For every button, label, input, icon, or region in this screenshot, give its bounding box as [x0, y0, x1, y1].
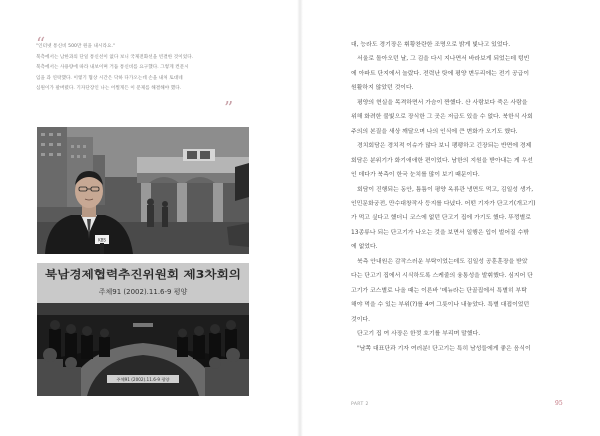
meeting-photo-image — [37, 263, 249, 396]
body-line: "남쪽 대표단과 기자 여러분! 단고기는 특히 남성들에게 좋은 음식이 — [357, 345, 531, 352]
kbs-mic-flag: KBS — [98, 237, 106, 243]
body-line: 서울로 돌아오던 날, 그 김을 다시 지나면서 바라보게 되었는데 텅빈 — [357, 56, 530, 63]
body-line: 13종류나 되는 단고기가 나오는 것을 보면서 일행은 입이 벌어질 수밖 — [351, 229, 529, 236]
body-line: 회담이 진행되는 동안, 틈틈이 평양 옥류관 냉면도 먹고, 김일성 생가, — [357, 186, 534, 193]
body-line: 인 데다가 북측이 한국 눈치를 많이 보기 때문이다. — [351, 172, 480, 179]
body-line: 평양의 현실을 목격하면서 가슴이 짠했다. 산 사람보다 죽은 사람을 — [357, 99, 528, 106]
body-line: 주의의 본질을 새상 깨달으며 나의 인식에 큰 변화가 오기도 했다. — [351, 128, 518, 135]
pullquote-line: 북측에서는 남한과의 단일 통신선이 없다 보니 국제전화선을 빈결한 것이었다. — [36, 54, 194, 60]
body-line: 경치회담은 경치적 이슈가 많다 보니 팽팽하고 긴장되는 반면에 경제 — [357, 143, 532, 150]
page-number: 95 — [555, 400, 563, 407]
meeting-photo — [37, 263, 249, 396]
pullquote — [36, 42, 230, 95]
pullquote-line: "인터넷 통신비 500만 원을 내시라요." — [36, 44, 116, 49]
pullquote-line: 심원이가 팔버렸다. 기자단장인 나는 어쩔게든 이 문제를 해결해야 했다. — [36, 86, 182, 92]
reporter-photo — [37, 127, 249, 254]
body-line: 위해 화려한 불빛으로 장식한 그 곳은 저급도 있을 수 없다. 북한식 사회 — [351, 114, 533, 121]
quote-open-mark: “ — [36, 34, 46, 55]
body-text — [351, 38, 571, 356]
right-page — [303, 0, 600, 436]
meeting-banner-title: 북남경제협력추진위원회 제3차회의 — [45, 268, 216, 281]
pullquote-line: 북측에서는 사용량에 따라 내보이며 거듭 통신비를 요구했다. 그렇게 컨문시 — [36, 65, 189, 71]
pullquote-line: 임을 과 연락했다. 이렇기 협상 시간은 닥하 다가오는데 손을 내처 토대네 — [36, 75, 183, 81]
meeting-banner-date: 주체91 (2002).11.6-9 평양 — [98, 288, 188, 296]
body-line: 회담은 분위기가 화기애애한 편이었다. 남한의 지원을 받아내는 게 우선 — [351, 157, 533, 164]
body-line: 에 아파트 단지에서 놀랐다. 전력난 탓에 평양 변두리에는 전기 공급이 — [351, 70, 530, 77]
left-page — [0, 0, 298, 436]
body-line: 고기가 코스별로 나올 때는 이른바 '메뉴라는 단골집에서 특별히 부탁 — [351, 287, 527, 294]
body-line: 가 먹고 싶다고 했더니 코스에 없던 단고기 집에 가기도 했다. 뚜껑별로 — [351, 215, 531, 222]
body-line: 원활하지 않았던 것이다. — [351, 85, 414, 92]
reporter-photo-image — [37, 127, 249, 254]
body-line: 에 없었다. — [351, 244, 378, 251]
part-label: PART 2 — [351, 402, 369, 407]
meeting-nameplate: 주체91 (2002).11.6-9 평양 — [116, 377, 170, 382]
body-line: 인민문화궁전, 만수대창작사 등지를 다녔다. 어떤 기자가 단고기(개고기) — [351, 200, 536, 207]
body-line: 다는 단고기 집에서 시식하도록 스케줄의 융통성을 발휘했다. 심지어 단 — [351, 273, 533, 280]
body-line: 단고기 집 여 사장은 한껏 호기를 부리며 말했다. — [357, 331, 481, 338]
body-line: 북측 안내원은 감작스러운 부탁이었는데도 김일성 공훈훈장을 받았 — [357, 258, 528, 265]
quote-close-mark: ” — [224, 98, 234, 119]
body-line: 것이다. — [351, 316, 370, 323]
body-line: 해야 먹을 수 있는 부위(?)를 4여 그릇이나 내놓았다. 특별 대접이었던 — [351, 302, 530, 309]
body-line: 대, 능라도 경기장은 휘황찬란한 조명으로 밝게 빛나고 있었다. — [351, 42, 511, 48]
